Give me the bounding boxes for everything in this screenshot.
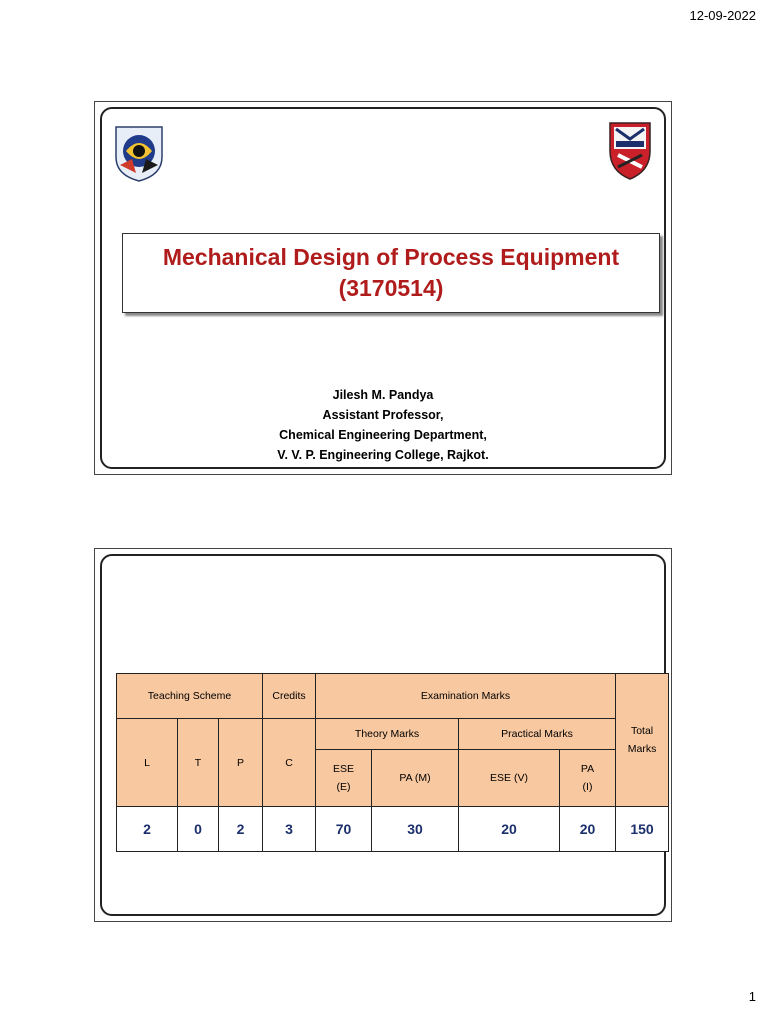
header-examination-marks: Examination Marks	[316, 674, 616, 719]
value-t: 0	[178, 807, 219, 852]
header-credits: Credits	[263, 674, 316, 719]
value-ese-v: 20	[459, 807, 560, 852]
header-total-marks	[616, 674, 669, 807]
author-designation: Assistant Professor,	[322, 408, 444, 422]
header-ese-e	[316, 750, 372, 807]
value-l: 2	[117, 807, 178, 852]
value-pa-m: 30	[372, 807, 459, 852]
author-department: Chemical Engineering Department,	[279, 428, 487, 442]
header-l: L	[117, 719, 178, 807]
slide-border	[100, 554, 666, 916]
course-title: Mechanical Design of Process Equipment	[162, 244, 620, 270]
header-total-line1: Total	[630, 725, 654, 737]
slide-border	[100, 107, 666, 469]
slide-teaching-scheme	[94, 548, 672, 922]
header-pa-i	[560, 750, 616, 807]
header-c: C	[263, 719, 316, 807]
header-pa-m: PA (M)	[372, 750, 459, 807]
header-ese-e-line1: ESE	[332, 763, 354, 775]
table-row	[117, 807, 669, 852]
author-block	[102, 385, 664, 465]
table-row	[117, 719, 669, 750]
teaching-scheme-table	[116, 673, 669, 852]
header-practical-marks: Practical Marks	[459, 719, 616, 750]
university-emblem-icon	[112, 121, 166, 183]
header-p: P	[219, 719, 263, 807]
course-code: (3170514)	[338, 275, 444, 301]
header-pa-i-line1: PA	[580, 763, 595, 775]
value-ese-e: 70	[316, 807, 372, 852]
title-box	[122, 233, 660, 313]
value-c: 3	[263, 807, 316, 852]
header-theory-marks: Theory Marks	[316, 719, 459, 750]
page-number: 1	[748, 989, 756, 1004]
value-pa-i: 20	[560, 807, 616, 852]
header-pa-i-line2: (I)	[582, 781, 593, 793]
author-name: Jilesh M. Pandya	[332, 388, 434, 402]
header-ese-e-line2: (E)	[336, 781, 351, 793]
slide-title	[94, 101, 672, 475]
table-row	[117, 674, 669, 719]
header-teaching-scheme: Teaching Scheme	[117, 674, 263, 719]
page-date: 12-09-2022	[689, 8, 756, 23]
header-t: T	[178, 719, 219, 807]
college-crest-icon	[604, 119, 656, 181]
value-total: 150	[616, 807, 669, 852]
header-total-line2: Marks	[627, 743, 657, 755]
header-ese-v: ESE (V)	[459, 750, 560, 807]
value-p: 2	[219, 807, 263, 852]
author-college: V. V. P. Engineering College, Rajkot.	[277, 448, 489, 462]
